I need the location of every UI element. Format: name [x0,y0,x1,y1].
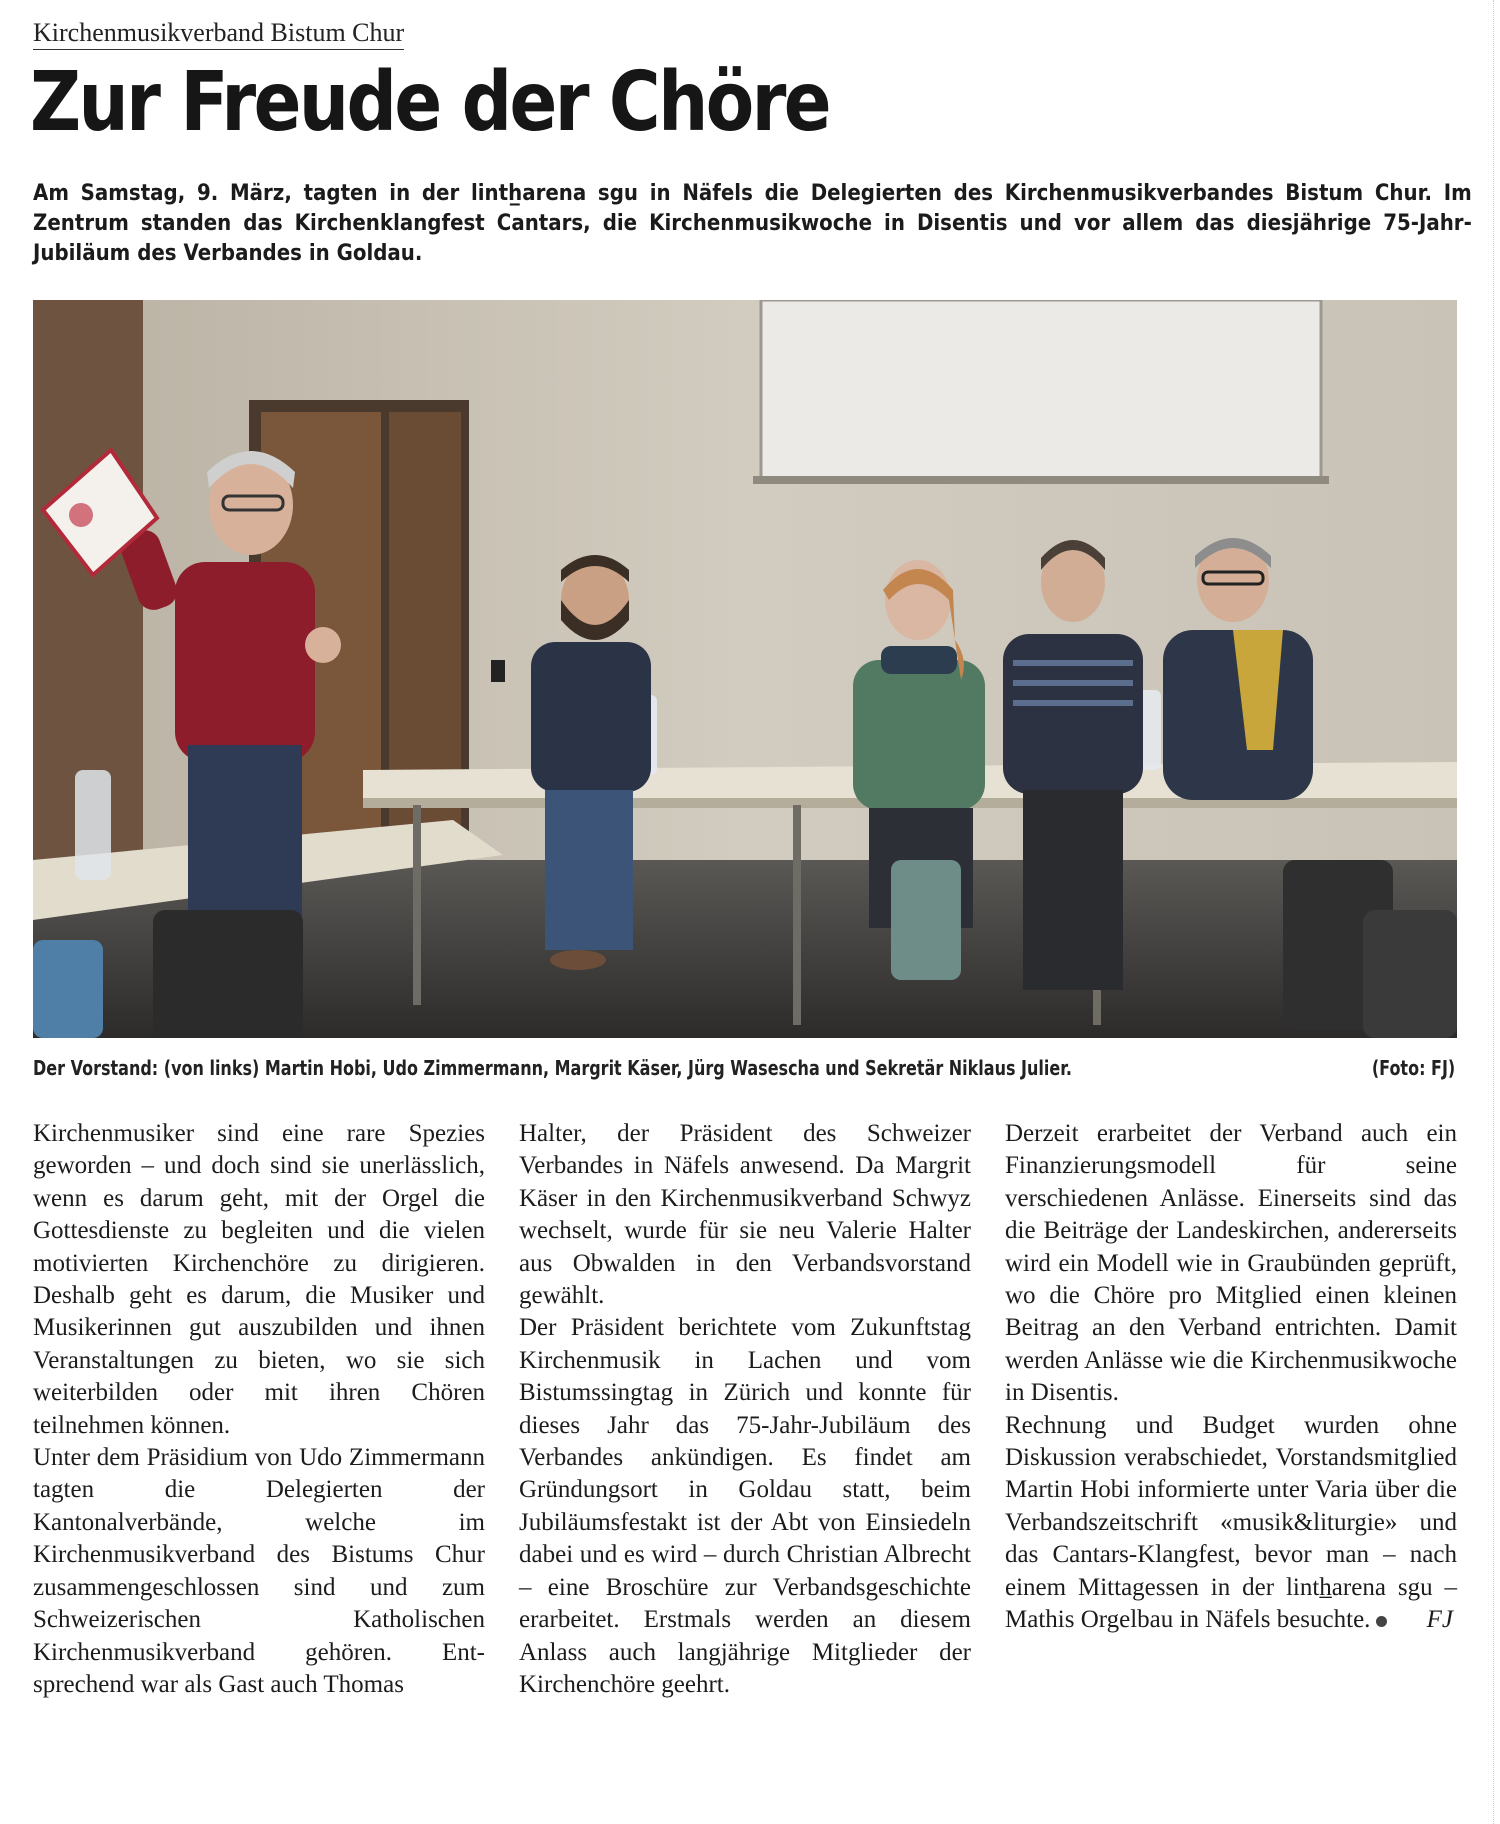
photo-illustration [33,300,1457,1038]
paragraph: Unter dem Präsidium von Udo Zimmermann tagten die Delegierten der Kantonalverbände, welche im Kirchenmusikverband des Bistums Chur zusammengeschlossen sind und zum Schweizerischen Katholischen Kirchenmusikverband gehören. Entsprechend war als Gast auch Thomas [33,1444,485,1698]
photo-caption: Der Vorstand: (von links) Martin Hobi, Udo Zimmermann, Margrit Käser, Jürg Wasescha und Sekretär Niklaus Julier. [33,1056,1072,1080]
lead-paragraph: Am Samstag, 9. März, tagten in der linth̲arena sgu in Näfels die Delegierten des Kirchenmusikverbandes Bistum Chur. Im Zentrum standen das Kirchenklangfest Cantars, die Kirchenmusikwoche in Disentis und vor allem das diesjährige 75-Jahr-Jubiläum des Verbandes in Goldau. [33,180,1472,266]
paragraph: Kirchenmusiker sind eine rare Spezies geworden – und doch sind sie unerlässlich, wenn es darum geht, mit der Orgel die Gottesdienste zu begleiten und die vielen motivierten Kirchenchöre zu dirigieren. Deshalb geht es darum, die Musiker und Musikerinnen gut auszubilden und ihnen Veranstaltungen zu bieten, wo sie sich weiterbilden oder mit ihren Chören teilnehmen können. [33,1120,485,1439]
paragraph: Derzeit erarbeitet der Verband auch ein Finanzierungsmodell für seine verschiedenen Anlässe. Einerseits sind das die Beiträge der Landeskirchen, andererseits wird ein Modell wie in Graubünden geprüft, wo die Chöre pro Mitglied einen kleinen Beitrag an den Verband entrichten. Damit werden Anlässe wie die Kirchenmusikwoche in Disentis. [1005,1120,1457,1407]
headline: Zur Freude der Chöre [30,55,830,150]
page-edge [1493,0,1494,1824]
article-photo [33,300,1457,1038]
end-mark-icon [1376,1616,1387,1627]
kicker: Kirchenmusikverband Bistum Chur [33,18,404,50]
author-initials: FJ [1426,1606,1453,1634]
column-3 [1005,1118,1457,1637]
paragraph: Der Präsident berichtete vom Zukunftstag Kirchenmusik in Lachen und vom Bistumssingtag in Zürich und konnte für dieses Jahr das 75-Jahr-Jubiläum des Verbandes ankündigen. Es findet am Gründungsort in Goldau statt, beim Jubiläumsfestakt ist der Abt von Einsiedeln dabei und es wird – durch Christian Albrecht – eine Broschüre zur Verbandsgeschichte erarbeitet. Erstmals werden an diesem Anlass auch langjährige Mitglieder der Kirchenchöre geehrt. [519,1314,971,1698]
paragraph-text: Rechnung und Budget wurden ohne Diskussion verabschiedet, Vorstandsmitglied Martin Hobi informierte unter Varia über die Verbandszeitschrift «musik&liturgie» und das Cantars-Klangfest, bevor man – nach einem Mittagessen in der linth̲arena sgu – Mathis Orgelbau in Näfels besuchte. [1005,1411,1457,1634]
column-2 [519,1118,971,1701]
paragraph: Halter, der Präsident des Schweizer Verbandes in Näfels anwesend. Da Margrit Käser in den Kirchenmusikverband Schwyz wechselt, wurde für sie neu Valerie Halter aus Obwalden in den Verbandsvorstand gewählt. [519,1120,971,1310]
paragraph-final [1005,1410,1457,1637]
column-1 [33,1118,485,1701]
photo-credit: (Foto: FJ) [1371,1056,1455,1080]
article-body [33,1118,1457,1798]
